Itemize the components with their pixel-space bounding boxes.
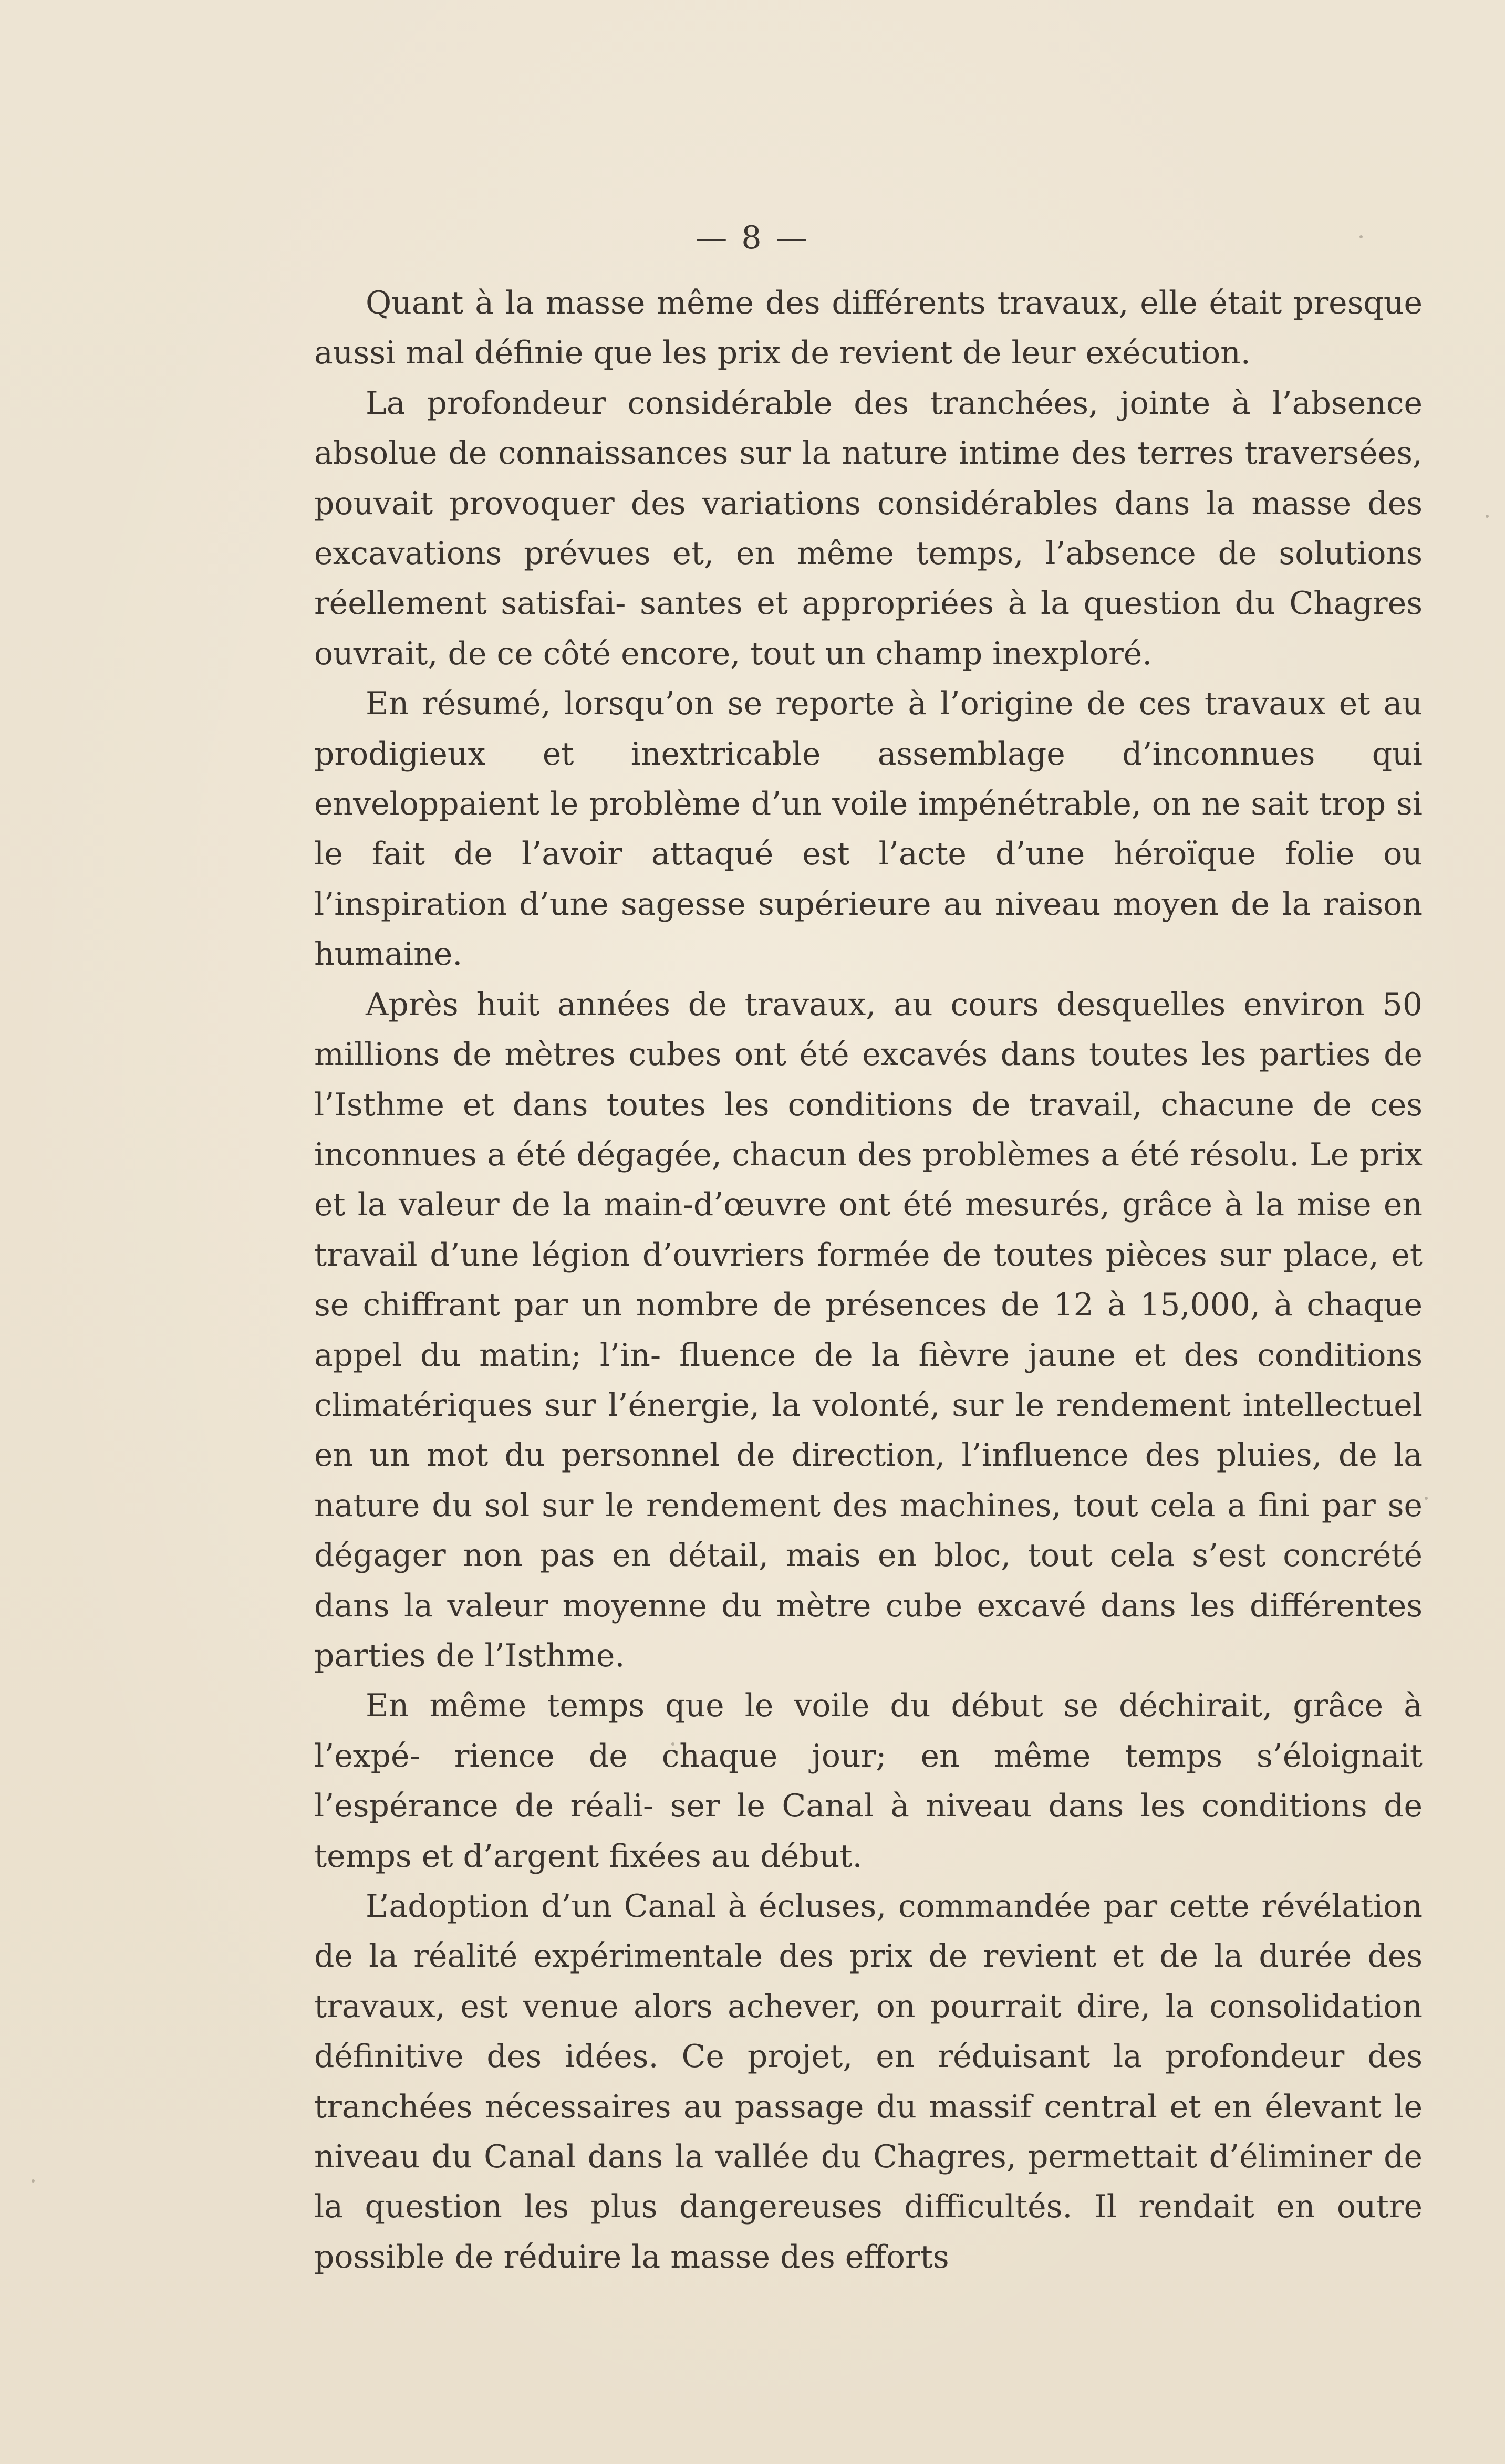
paragraph-4: Après huit années de travaux, au cours desquelles environ 50 millions de mètres cubes ont été excavés dans toutes les parties de l’Isthme et dans toutes les conditions de travail, chacune de ces inconnues a été dégagée, chacun des problèmes a été résolu. Le prix et la valeur de la main-d’œuvre ont été mesurés, grâce à la mise en travail d’une légion d’ouvriers formée de toutes pièces sur place, et se chiffrant par un nombre de présences de 12 à 15,000, à chaque appel du matin; l’in- fluence de la fièvre jaune et des conditions climatériques sur l’énergie, la volonté, sur le rendement intellectuel en un mot du personnel de direction, l’influence des pluies, de la nature du sol sur le rendement des machines, tout cela a fini par se dégager non pas en détail, mais en bloc, tout cela s’est concrété dans la valeur moyenne du mètre cube excavé dans les différentes parties de l’Isthme. xyxy=(314,986,1423,1674)
paragraph-1: Quant à la masse même des différents travaux, elle était presque aussi mal définie que les prix de revient de leur exécution. xyxy=(314,285,1423,372)
paper-speck xyxy=(671,1742,674,1746)
paper-speck xyxy=(1486,515,1489,518)
paragraph-5: En même temps que le voile du début se déchirait, grâce à l’expé- rience de chaque jour; en même temps s’éloignait l’espérance de réali- ser le Canal à niveau dans les conditions de temps et d’argent fixées au début. xyxy=(314,1687,1423,1875)
paragraph-3: En résumé, lorsqu’on se reporte à l’origine de ces travaux et au prodigieux et inextricable assemblage d’inconnues qui enveloppaient le problème d’un voile impénétrable, on ne sait trop si le fait de l’avoir attaqué est l’acte d’une héroïque folie ou l’inspiration d’une sagesse supérieure au niveau moyen de la raison humaine. xyxy=(314,685,1423,973)
paper-speck xyxy=(32,2179,35,2183)
paragraph-6: L’adoption d’un Canal à écluses, commandée par cette révélation de la réalité expérimentale des prix de revient et de la durée des travaux, est venue alors achever, on pourrait dire, la consolidation définitive des idées. Ce projet, en réduisant la profondeur des tranchées nécessaires au passage du massif central et en élevant le niveau du Canal dans la vallée du Chagres, permettait d’éliminer de la question les plus dangereuses difficultés. Il rendait en outre possible de réduire la masse des efforts xyxy=(314,1888,1423,2275)
paper-speck xyxy=(1359,235,1363,238)
page-number: — 8 — xyxy=(696,220,809,256)
body-text xyxy=(314,278,1423,2282)
paper-speck xyxy=(973,1549,976,1552)
paragraph-2: La profondeur considérable des tranchées, jointe à l’absence absolue de connaissances sur la nature intime des terres traversées, pouvait provoquer des variations considérables dans la masse des excavations prévues et, en même temps, l’absence de solutions réellement satisfai- santes et appropriées à la question du Chagres ouvrait, de ce côté encore, tout un champ inexploré. xyxy=(314,384,1423,672)
paper-speck xyxy=(1425,1497,1428,1500)
